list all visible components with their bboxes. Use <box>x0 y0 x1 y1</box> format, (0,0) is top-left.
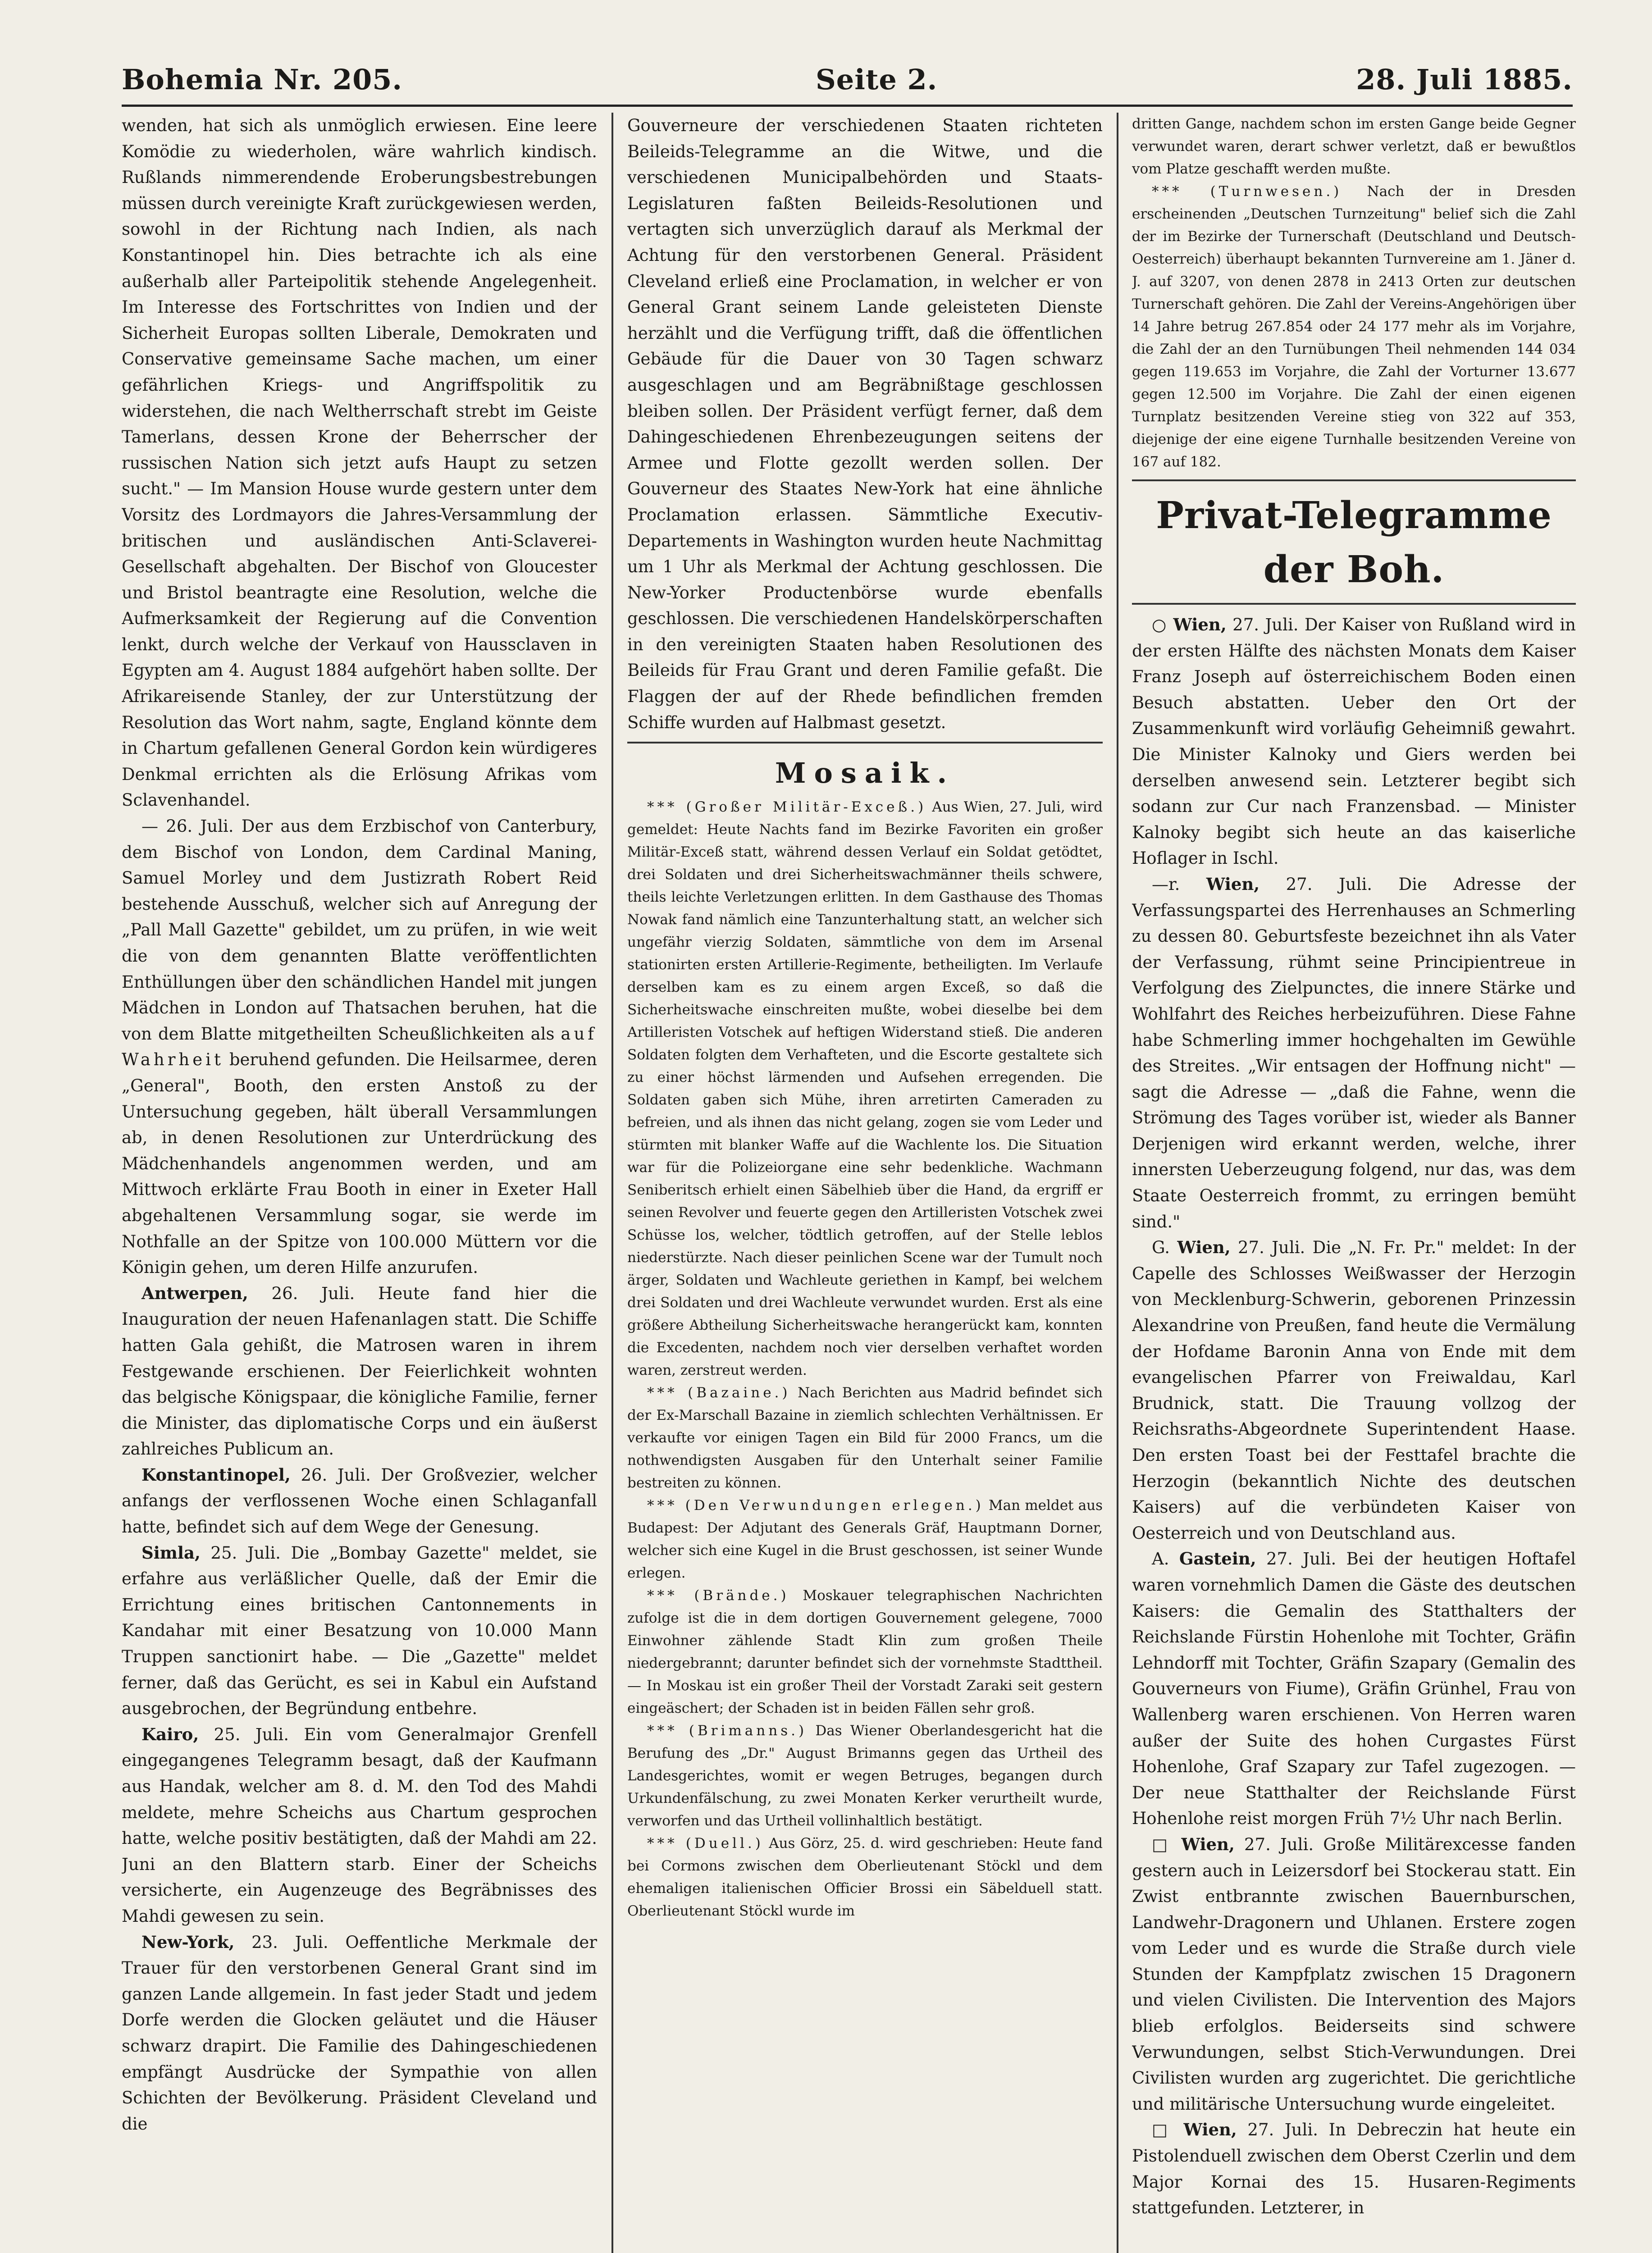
telegram-text: 27. Juli. Große Militärexcesse fanden gestern auch in Leizersdorf bei Stockerau statt. Ein Zwist entbrannte zwischen Bauernburschen, Landwehr-Dragonern und Uhlanen. Erstere zogen vom Leder und es wurde die Straße durch viele Stunden der Kampfplatz zwischen 15 Dragonern und vielen Civilisten. Die Intervention des Majors blieb erfolglos. Beiderseits sind schwere Verwundungen, selbst Stich-Verwundungen. Drei Civilisten wurden arg zugerichtet. Die gerichtliche und militärische Untersuchung wurde eingeleitet. <box>1132 1834 1576 2114</box>
section-title-mosaik: Mosaik. <box>775 757 955 790</box>
mosaik-item <box>627 796 1103 1382</box>
page-number: Seite 2. <box>816 63 938 96</box>
news-text: 26. Juli. Heute fand hier die Inauguration der neuen Hafenanlagen statt. Die Schiffe hatten Gala gehißt, die Matrosen waren in ihrem Festgewande erschienen. Der Feierlichkeit wohnten das belgische Königspaar, die königliche Familie, ferner die Minister, das diplomatische Corps und ein äußerst zahlreiches Publicum an. <box>122 1283 597 1459</box>
dateline-place: Konstantinopel, <box>141 1464 291 1485</box>
item-text: Man meldet aus Budapest: Der Adjutant des Generals Gräf, Hauptmann Dorner, welcher sich eine Kugel in die Brust geschossen, ist seiner Wunde erlegen. <box>627 1497 1103 1582</box>
item-text: Nach Berichten aus Madrid befindet sich der Ex-Marschall Bazaine in ziemlich schlechten Verhältnissen. Er verkaufte vor einigen Tagen ein Bild für 2000 Francs, um die nothwendigsten Ausgaben für den Unterhalt seiner Familie bestreiten zu können. <box>627 1385 1103 1491</box>
dateline-place: Gastein, <box>1179 1549 1256 1569</box>
telegram-prefix: —r. <box>1152 874 1206 894</box>
article-paragraph: Gouverneure der verschiedenen Staaten richteten Beileids-Telegramme an die Witwe, und die verschiedenen Municipalbehörden und Staats-Legislaturen faßten Beileids-Resolutionen und vertagten sich unverzüglich darauf als Merkmal der Achtung für den verstorbenen General. Präsident Cleveland erließ eine Proclamation, in welcher er von General Grant seinem Lande geleisteten Dienste herzählt und die Verfügung trifft, daß die öffentlichen Gebäude für die Dauer von 30 Tagen schwarz ausgeschlagen und am Begräbnißtage geschlossen bleiben sollen. Der Präsident verfügt ferner, daß dem Dahingeschiedenen Ehrenbezeugungen seitens der Armee und Flotte gezollt werden sollen. Der Gouverneur des Staates New-York hat eine ähnliche Proclamation erlassen. Sämmtliche Executiv-Departements in Washington wurden heute Nachmittag um 1 Uhr als Merkmal der Achtung geschlossen. Die New-Yorker Productenbörse wurde ebenfalls geschlossen. Die verschiedenen Handelskörperschaften in den vereinigten Staaten haben Resolutionen des Beileids für Frau Grant und deren Familie gefaßt. Die Flaggen der auf der Rhede befindlichen fremden Schiffe wurden auf Halbmast gesetzt. <box>627 116 1103 732</box>
telegram-item <box>1132 1546 1576 1832</box>
mosaik-item <box>627 1382 1103 1494</box>
news-item <box>122 1929 597 2137</box>
item-text: Moskauer telegraphischen Nachrichten zufolge ist die in dem dortigen Gouvernement gelegene, 7000 Einwohner zählende Stadt Klin zum großen Theile niedergebrannt; darunter befindet sich der vornehmste Stadttheil. — In Moskau ist ein großer Theil der Vorstadt Zaraki seit gestern eingeäschert; der Schaden ist in beiden Fällen sehr groß. <box>627 1587 1103 1717</box>
dateline-place: Wien, <box>1181 1834 1235 1854</box>
news-text: 23. Juli. Oeffentliche Merkmale der Trauer für den verstorbenen General Grant sind im ganzen Lande allgemein. In fast jeder Stadt und jedem Dorfe werden die Glocken geläutet und die Häuser schwarz drapirt. Die Familie des Dahingeschiedenen empfängt Ausdrücke der Sympathie von allen Schichten der Bevölkerung. Präsident Cleveland und die <box>122 1932 597 2134</box>
item-text: Nach der in Dresden erscheinenden „Deutschen Turnzeitung" belief sich die Zahl der im Bezirke der Turnerschaft (Deutschland und Deutsch-Oesterreich) überhaupt bekannten Turnvereine am 1. Jäner d. J. auf 3207, von denen 2878 in 2413 Orten zur deutschen Turnerschaft gehören. Die Zahl der Vereins-Angehörigen über 14 Jahre betrug 267.854 oder 24 177 mehr als im Vorjahre, die Zahl der an den Turnübungen Theil nehmenden 144 034 gegen 119.653 im Vorjahre, die Zahl der Vorturner 13.677 gegen 12.500 im Vorjahre. Die Zahl der einen eigenen Turnplatz besitzenden Vereine stieg von 322 auf 353, diejenige der eine eigene Turnhalle besitzenden Vereine von 167 auf 182. <box>1132 183 1576 470</box>
telegram-text: 27. Juli. In Debreczin hat heute ein Pistolenduell zwischen dem Oberst Czerlin und dem Major Kornai des 15. Husaren-Regiments stattgefunden. Letzterer, in <box>1132 2120 1576 2218</box>
item-heading: *** (Brände.) <box>647 1587 789 1604</box>
item-heading: *** (Bazaine.) <box>647 1385 791 1401</box>
article-paragraph <box>122 813 597 1281</box>
header-rule <box>122 105 1573 107</box>
telegram-prefix: G. <box>1152 1238 1177 1258</box>
dateline-place: Simla, <box>141 1542 201 1563</box>
dateline-place: Wien, <box>1183 2120 1237 2140</box>
news-item <box>122 1722 597 1929</box>
mosaik-item <box>627 1832 1103 1922</box>
item-heading: *** (Duell.) <box>647 1835 764 1852</box>
telegram-prefix: ○ <box>1152 615 1173 634</box>
item-heading: *** (Den Verwundungen erlegen.) <box>647 1497 984 1514</box>
dateline-place: New-York, <box>141 1932 235 1952</box>
article-paragraph: wenden, hat sich als unmöglich erwiesen. Eine leere Komödie zu wiederholen, wäre wahrlich kindisch. Rußlands nimmerendende Eroberungsbestrebungen müssen durch vereinigte Kraft zurückgewiesen werden, sowohl in der Richtung nach Indien, als nach Konstantinopel hin. Dies betrachte ich als eine außerhalb aller Parteipolitik stehende Angelegenheit. Im Interesse des Fortschrittes von Indien und der Sicherheit Europas sollten Liberale, Demokraten und Conservative gemeinsame Sache machen, um einer gefährlichen Kriegs- und Angriffspolitik zu widerstehen, die nach Weltherrschaft strebt im Geiste Tamerlans, dessen Krone der Beherrscher der russischen Nation sich jetzt aufs Haupt zu setzen sucht." — Im Mansion House wurde gestern unter dem Vorsitz des Lordmayors die Jahres-Versammlung der britischen und ausländischen Anti-Sclaverei-Gesellschaft abgehalten. Der Bischof von Gloucester und Bristol beantragte eine Resolution, welche die Aufmerksamkeit der Regierung auf die Convention lenkt, durch welche der Verkauf von Haussclaven in Egypten am 4. August 1884 aufgehört haben sollte. Der Afrikareisende Stanley, der zur Unterstützung der Resolution das Wort nahm, sagte, England könnte dem in Chartum gefallenen General Gordon kein würdigeres Denkmal errichten als die Erlösung Afrikas vom Sclavenhandel. <box>122 116 597 810</box>
news-item <box>122 1540 597 1722</box>
telegram-item <box>1132 871 1576 1235</box>
text-run: — 26. Juli. Der aus dem Erzbischof von Canterbury, dem Bischof von London, dem Cardinal Maning, Samuel Morley und dem Justizrath Robert Reid bestehende Ausschuß, welcher sich auf Anregung der „Pall Mall Gazette" gebildet, um zu prüfen, in wie weit die von dem genannten Blatte veröffentlichten Enthüllungen über den schändlichen Handel mit jungen Mädchen in London auf Thatsachen beruhen, hat die von dem Blatte mitgetheilten Scheußlichkeiten als <box>122 816 597 1044</box>
telegram-item <box>1132 2117 1576 2221</box>
telegram-text: 27. Juli. Die Adresse der Verfassungspartei des Herrenhauses an Schmerling zu dessen 80. Geburtsfeste bezeichnet ihn als Vater der Verfassung, rühmt seine Principientreue in Verfolgung des Zielpunctes, die innere Stärke und Wohlfahrt des Reiches herbeizuführen. Diese Fahne habe Schmerling immer hochgehalten im Gewühle des Streites. „Wir entsagen der Hoffnung nicht" — sagt die Adresse — „daß die Fahne, wenn die Strömung des Tages vorüber ist, wieder als Banner Derjenigen wird erkannt werden, welche, ihrer innersten Ueberzeugung folgend, nur das, was dem Staate Oesterreich frommt, zu erringen bemüht sind." <box>1132 874 1576 1231</box>
telegram-text: 27. Juli. Die „N. Fr. Pr." meldet: In der Capelle des Schlosses Weißwasser der Herzogin von Mecklenburg-Schwerin, geborenen Prinzessin Alexandrine von Preußen, fand heute die Vermälung der Hofdame Baronin Anna von Ende mit dem evangelischen Pfarrer von Freiwaldau, Karl Brudnick, statt. Die Trauung vollzog der Reichsraths-Abgeordnete Superintendent Haase. Den ersten Toast bei der Festtafel brachte die Herzogin (bekanntlich Nichte des deutschen Kaisers) auf die verbündeten Kaiser von Oesterreich und von Deutschland aus. <box>1132 1238 1576 1543</box>
item-continuation: dritten Gange, nachdem schon im ersten Gange beide Gegner verwundet waren, derart schwer verletzt, daß er bewußtlos vom Platze geschafft werden mußte. <box>1132 116 1576 177</box>
mosaik-item <box>1132 180 1576 473</box>
dateline-place: Wien, <box>1173 615 1227 634</box>
telegram-prefix: □ <box>1152 1834 1182 1854</box>
column-divider <box>612 113 613 2253</box>
column-divider <box>1117 113 1118 2253</box>
column-3 <box>1132 113 1576 2253</box>
masthead-issue: Bohemia Nr. 205. <box>122 63 403 96</box>
item-text: Aus Görz, 25. d. wird geschrieben: Heute fand bei Cormons zwischen dem Oberlieutenant Stöckl und dem ehemaligen italienischen Officier Brossi ein Säbelduell statt. Oberlieutenant Stöckl wurde im <box>627 1835 1103 1920</box>
item-heading: *** (Brimanns.) <box>647 1723 808 1739</box>
item-heading: *** (Turnwesen.) <box>1152 183 1342 200</box>
dateline-place: Wien, <box>1177 1237 1231 1258</box>
item-heading: *** (Großer Militär-Exceß.) <box>647 799 927 816</box>
mosaik-item <box>627 1719 1103 1832</box>
text-run: beruhend gefunden. Die Heilsarmee, deren „General", Booth, den ersten Anstoß zu der Untersuchung gegeben, hält überall Versammlungen ab, in denen Resolutionen zur Unterdrückung des Mädchenhandels angenommen werden, und am Mittwoch erklärte Frau Booth in einer in Exeter Hall abgehaltenen Versammlung sogar, sie werde im Nothfalle an der Spitze von 100.000 Müttern vor die Königin gehen, um deren Hilfe anzurufen. <box>122 1050 597 1277</box>
item-text: Das Wiener Oberlandesgericht hat die Berufung des „Dr." August Brimanns gegen das Urtheil des Landesgerichtes, womit er wegen Betruges, begangen durch Urkundenfälschung, zu zwei Monaten Kerker verurtheilt wurde, verworfen und das Urtheil vollinhaltlich bestätigt. <box>627 1723 1103 1829</box>
news-item <box>122 1281 597 1462</box>
section-rule <box>627 742 1103 743</box>
telegram-prefix: □ <box>1152 2120 1184 2140</box>
continued-items <box>1132 113 1576 473</box>
telegram-item <box>1132 1235 1576 1546</box>
telegram-text: 27. Juli. Der Kaiser von Rußland wird in der ersten Hälfte des nächsten Monats dem Kaiser Franz Joseph auf österreichischem Boden einen Besuch abstatten. Ueber den Ort der Zusammenkunft wird vorläufig Geheimniß gewahrt. Die Minister Kalnoky und Giers werden bei derselben anwesend sein. Letzterer begibt sich sodann zur Cur nach Franzensbad. — Minister Kalnoky begibt sich heute an das kaiserliche Hoflager in Ischl. <box>1132 615 1576 868</box>
mosaik-items <box>627 796 1103 1922</box>
emphasis-text: auf Wahrheit <box>122 1024 597 1070</box>
section-title-telegrams: Privat-Telegramme der Boh. <box>1156 494 1552 591</box>
dateline-place: Wien, <box>1206 874 1260 894</box>
news-text: 25. Juli. Die „Bombay Gazette" meldet, sie erfahre aus verläßlicher Quelle, daß der Emir die Errichtung eines britischen Cantonnements in Kandahar mit einer Besatzung von 10.000 Mann Truppen sanctionirt habe. — Die „Gazette" meldet ferner, daß das Gerücht, es sei in Kabul ein Aufstand ausgebrochen, der Begründung entbehre. <box>122 1543 597 1719</box>
telegram-prefix: A. <box>1152 1549 1179 1569</box>
news-text: 26. Juli. Der Großvezier, welcher anfangs der verflossenen Woche einen Schlaganfall hatte, befindet sich auf dem Wege der Genesung. <box>122 1465 597 1537</box>
news-item <box>122 1462 597 1540</box>
news-text: 25. Juli. Ein vom Generalmajor Grenfell eingegangenes Telegramm besagt, daß der Kaufmann aus Handak, welcher am 8. d. M. den Tod des Mahdi meldete, mehre Scheichs aus Chartum gesprochen hatte, welche positiv bestätigten, daß der Mahdi am 22. Juni an den Blattern starb. Einer der Scheichs versicherte, ein Augenzeuge des Begräbnisses des Mahdi gewesen zu sein. <box>122 1724 597 1926</box>
column-2 <box>627 113 1103 2253</box>
section-rule <box>1132 603 1576 605</box>
telegram-text: 27. Juli. Bei der heutigen Hoftafel waren vornehmlich Damen die Gäste des deutschen Kaisers: die Gemalin des Statthalters der Reichslande Fürstin Hohenlohe mit Tochter, Gräfin Lehndorff mit Tochter, Gräfin Szapary (Gemalin des Gouverneurs von Fiume), Gräfin Grünhel, Frau von Wallenberg waren erschienen. Von Herren waren außer der Suite des hohen Curgastes Fürst Hohenlohe, Graf Szapary zur Tafel zugezogen. — Der neue Statthalter der Reichslande Fürst Hohenlohe reist morgen Früh 7½ Uhr nach Berlin. <box>1132 1549 1576 1829</box>
mosaik-item <box>627 1584 1103 1719</box>
page-header <box>122 63 1573 105</box>
telegram-item <box>1132 612 1576 871</box>
section-rule <box>1132 479 1576 481</box>
column-1 <box>122 113 597 2253</box>
dateline-place: Kairo, <box>141 1724 199 1744</box>
telegram-item <box>1132 1832 1576 2117</box>
item-text: Aus Wien, 27. Juli, wird gemeldet: Heute Nachts fand im Bezirke Favoriten ein großer Militär-Exceß statt, während dessen Verlauf ein Soldat getödtet, drei Soldaten und drei Sicherheitswachmänner theils schwere, theils leichte Verletzungen erlitten. In dem Gasthause des Thomas Nowak fand nämlich eine Tanzunterhaltung statt, an welcher sich ungefähr vierzig Soldaten, sämmtliche von dem im Arsenal stationirten ersten Artillerie-Regimente, betheiligten. Im Verlaufe derselben kam es zu einem argen Exceß, so daß die Sicherheitswache einschreiten mußte, wobei dieselbe bei dem Artilleristen Votschek auf heftigen Widerstand stieß. Die anderen Soldaten folgten dem Verhafteten, und die Escorte gestaltete sich zu einer höchst lärmenden und Aufsehen erregenden. Die Soldaten gaben sich Mühe, ihren arretirten Cameraden zu befreien, und als ihnen das nicht gelang, zogen sie vom Leder und stürmten mit blanker Waffe auf die Wachlente los. Die Situation war für die Polizeiorgane eine sehr bedenkliche. Wachmann Seniberitsch erhielt einen Säbelhieb über die Hand, da ergriff er seinen Revolver und feuerte gegen den Artilleristen Votschek zwei Schüsse los, welcher, tödtlich getroffen, auf der Stelle leblos niederstürzte. Nach dieser peinlichen Scene war der Tumult noch ärger, Soldaten und Wachleute geriethen in Kampf, bei welchem drei Soldaten und drei Wachleute verwundet wurden. Erst als eine größere Abtheilung Sicherheitswache herangerückt kam, konnten die Excedenten, nachdem noch vier derselben verhaftet worden waren, zerstreut werden. <box>627 799 1103 1379</box>
dateline-place: Antwerpen, <box>141 1283 248 1303</box>
issue-date: 28. Juli 1885. <box>1356 63 1573 96</box>
mosaik-item <box>627 1494 1103 1584</box>
